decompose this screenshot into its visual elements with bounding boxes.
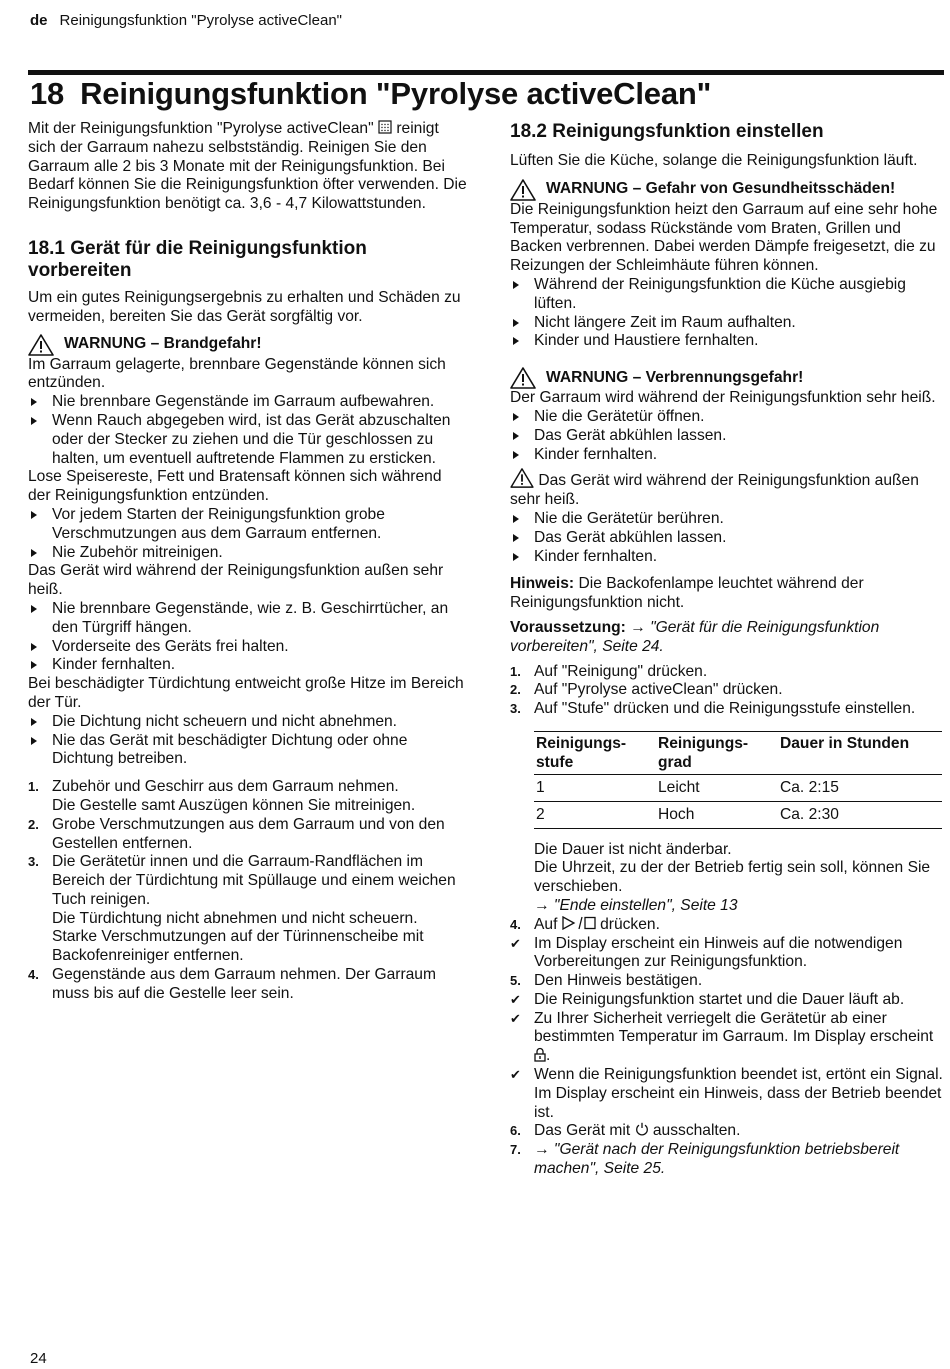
list-item: Kinder fernhalten. (510, 548, 944, 567)
warning-hot-surface-text: Das Gerät wird während der Reinigungsfunktion außen sehr heiß. (510, 472, 919, 509)
table-cell: 2 (534, 801, 656, 828)
warning-triangle-icon (510, 179, 536, 201)
step-number: 7. (510, 1142, 521, 1158)
table-cell: Ca. 2:30 (778, 801, 942, 828)
right-column (510, 120, 944, 1179)
list-item: Kinder und Haustiere fernhalten. (510, 332, 944, 351)
list-item: Nie Zubehör mitreinigen. (28, 544, 468, 563)
step-line: Die Gestelle samt Auszügen können Sie mitreinigen. (52, 796, 416, 814)
step-number: 2. (28, 816, 39, 832)
end-time-link[interactable]: → "Ende einstellen", Seite 13 (534, 896, 738, 914)
header-rule (28, 70, 944, 75)
warning-health-title: WARNUNG – Gefahr von Gesundheitsschäden! (546, 180, 896, 198)
table-cell: Hoch (656, 801, 778, 828)
section-18-2-intro: Lüften Sie die Küche, solange die Reinigungsfunktion läuft. (510, 152, 918, 169)
step-item (510, 681, 944, 700)
step-line: Gegenstände aus dem Garraum nehmen. Der Garraum muss bis auf die Gestelle leer sein. (52, 966, 436, 1002)
step-item (28, 853, 468, 966)
step-text: Auf (534, 915, 558, 933)
step-number: 1. (28, 779, 39, 795)
table-cell: Ca. 2:15 (778, 774, 942, 801)
warning-fire-title: WARNUNG – Brandgefahr! (64, 335, 262, 353)
follow-up-link[interactable]: → "Gerät nach der Reinigungsfunktion betriebsbereit machen", Seite 25. (534, 1141, 900, 1178)
step-text: Auf "Pyrolyse activeClean" drücken. (534, 681, 783, 699)
table-cell: 1 (534, 774, 656, 801)
preparation-steps (28, 778, 468, 1004)
step-text: ausschalten. (652, 1122, 741, 1140)
arrow-right-icon: → (630, 618, 646, 636)
end-time-note: Die Uhrzeit, zu der der Betrieb fertig sein soll, können Sie verschieben. (534, 859, 931, 896)
list-item: Nie die Gerätetür öffnen. (510, 408, 944, 427)
warning-triangle-icon (510, 367, 536, 389)
power-icon (635, 1122, 649, 1136)
warning-health-text: Die Reinigungsfunktion heizt den Garraum auf eine sehr hohe Temperatur, sodass Rückstände vom Braten, Grillen und Backen verbrennen. Dabei werden Dämpfe freigesetzt, die zu Reizungen der Schleimhäute führen können. (510, 200, 938, 275)
step-number: 6. (510, 1123, 521, 1139)
table-row (534, 774, 942, 801)
warning-fire-p2: Lose Speisereste, Fett und Bratensaft können sich während der Reinigungsfunktion entzünden. (28, 468, 442, 505)
list-item: Kinder fernhalten. (510, 446, 944, 465)
lock-icon (534, 1047, 546, 1062)
result-text: Wenn die Reinigungsfunktion beendet ist, ertönt ein Signal. Im Display erscheint ein Hinweis, dass der Betrieb beendet ist. (534, 1066, 943, 1121)
warning-triangle-icon (28, 334, 54, 356)
list-item: Während der Reinigungsfunktion die Küche ausgiebig lüften. (510, 276, 944, 314)
step-text: Das Gerät mit (534, 1122, 631, 1140)
list-item: Wenn Rauch abgegeben wird, ist das Gerät abzuschalten oder der Stecker zu ziehen und die Tür geschlossen zu halten, um eventuell auftretende Flammen zu ersticken. (28, 412, 468, 468)
table-header-row (534, 731, 942, 774)
list-item: Das Gerät abkühlen lassen. (510, 529, 944, 548)
section-18-2-title: 18.2 Reinigungsfunktion einstellen (510, 121, 824, 142)
left-column (28, 120, 468, 1004)
table-notes (510, 841, 944, 916)
table-header: Reinigungs-stufe (534, 731, 656, 774)
step-item (28, 966, 468, 1004)
checkmark-icon: ✔ (510, 1067, 521, 1083)
warning-triangle-icon (510, 468, 534, 488)
list-item: Vorderseite des Geräts frei halten. (28, 638, 468, 657)
section-18-1-title: 18.1 Gerät für die Reinigungsfunktion vorbereiten (28, 237, 367, 281)
list-item: Nie brennbare Gegenstände, wie z. B. Geschirrtücher, an den Türgriff hängen. (28, 600, 468, 638)
step-number: 1. (510, 663, 521, 679)
step-text: Den Hinweis bestätigen. (534, 972, 703, 990)
list-item: Kinder fernhalten. (28, 656, 468, 675)
step-number: 3. (510, 701, 521, 717)
table-cell: Leicht (656, 774, 778, 801)
hint-label: Hinweis: (510, 575, 575, 593)
step-line: Die Türdichtung nicht abnehmen und nicht scheuern. (52, 909, 418, 927)
cleaning-level-table (534, 731, 942, 829)
chapter-title (30, 76, 711, 112)
intro-text-b: reinigt sich der Garraum nahezu selbstständig. Reinigen Sie den Garraum alle 2 bis 3 Monate mit der Reinigungsfunktion. Bei Bedarf können Sie die Reinigungsfunktion öfter verwenden. Die Reinigungsfunktion benötigt ca. 3,6 - 4,7 Kilowattstunden. (28, 120, 467, 213)
step-text: Auf "Stufe" drücken und die Reinigungsstufe einstellen. (534, 700, 916, 718)
checkmark-icon: ✔ (510, 991, 521, 1007)
checkmark-icon: ✔ (510, 1010, 521, 1026)
step-text: Auf "Reinigung" drücken. (534, 662, 708, 680)
step-number: 2. (510, 682, 521, 698)
result-text: Zu Ihrer Sicherheit verriegelt die Gerätetür ab einer bestimmten Temperatur im Garraum. Im Display erscheint (534, 1009, 934, 1046)
warning-burn-heading (510, 367, 944, 389)
warning-fire-p1: Im Garraum gelagerte, brennbare Gegenstände können sich entzünden. (28, 355, 446, 392)
step-item (510, 972, 944, 991)
settings-steps (510, 663, 944, 719)
page-number: 24 (30, 1350, 47, 1367)
chapter-title-text: Reinigungsfunktion "Pyrolyse activeClean" (80, 76, 712, 111)
step-number: 3. (28, 854, 39, 870)
result-item (510, 991, 944, 1010)
warning-burn-title: WARNUNG – Verbrennungsgefahr! (546, 368, 804, 386)
table-header: Dauer in Stunden (778, 731, 942, 774)
step-item (510, 700, 944, 719)
step-item (510, 916, 944, 935)
result-item (510, 935, 944, 973)
intro-paragraph (28, 120, 468, 214)
prerequisite-paragraph (510, 619, 944, 657)
step-text: drücken. (600, 915, 660, 933)
intro-text-a: Mit der Reinigungsfunktion "Pyrolyse activeClean" (28, 120, 374, 137)
header-language: de (30, 12, 48, 29)
warning-health-heading (510, 179, 944, 201)
list-item: Nicht längere Zeit im Raum aufhalten. (510, 314, 944, 333)
hint-paragraph (510, 575, 944, 613)
table-row (534, 801, 942, 828)
checkmark-icon: ✔ (510, 935, 521, 951)
step-item (510, 663, 944, 682)
duration-note: Die Dauer ist nicht änderbar. (534, 840, 732, 858)
prerequisite-label: Voraussetzung: (510, 618, 626, 636)
section-18-1-intro: Um ein gutes Reinigungsergebnis zu erhalten und Schäden zu vermeiden, bereiten Sie das Gerät sorgfältig vor. (28, 288, 461, 325)
step-number: 5. (510, 973, 521, 989)
result-text: Die Reinigungsfunktion startet und die Dauer läuft ab. (534, 990, 905, 1008)
warning-fire-p4: Bei beschädigter Türdichtung entweicht große Hitze im Bereich der Tür. (28, 675, 464, 711)
list-item: Das Gerät abkühlen lassen. (510, 427, 944, 446)
step-number: 4. (28, 967, 39, 983)
step-line: Zubehör und Geschirr aus dem Garraum nehmen. (52, 778, 399, 796)
step-line: Grobe Verschmutzungen aus dem Garraum und von den Gestellen entfernen. (52, 815, 445, 852)
play-stop-icon (562, 916, 596, 930)
result-text: Im Display erscheint ein Hinweis auf die notwendigen Vorbereitungen zur Reinigungsfunktion. (534, 934, 903, 971)
warning-hot-surface (510, 468, 944, 510)
chapter-number: 18 (30, 76, 65, 111)
header-title: Reinigungsfunktion "Pyrolyse activeClean" (59, 12, 342, 29)
list-item: Vor jedem Starten der Reinigungsfunktion grobe Verschmutzungen aus dem Garraum entfernen. (28, 506, 468, 544)
warning-fire-p3: Das Gerät wird während der Reinigungsfunktion außen sehr heiß. (28, 562, 444, 599)
step-line: Die Gerätetür innen und die Garraum-Randflächen im Bereich der Türdichtung mit Spüllauge und einem weichen Tuch reinigen. (52, 853, 456, 908)
step-item (28, 778, 468, 816)
step-number: 4. (510, 916, 521, 932)
oven-symbol-icon (378, 120, 392, 134)
step-item (510, 1122, 944, 1141)
warning-fire-heading (28, 334, 468, 356)
running-header (30, 12, 342, 29)
result-item (510, 1066, 944, 1122)
table-header: Reinigungs-grad (656, 731, 778, 774)
list-item: Nie das Gerät mit beschädigter Dichtung oder ohne Dichtung betreiben. (28, 732, 468, 770)
step-item (28, 816, 468, 854)
list-item: Die Dichtung nicht scheuern und nicht abnehmen. (28, 713, 468, 732)
step-line: Starke Verschmutzungen auf der Türinnenscheibe mit Backofenreiniger entfernen. (52, 928, 424, 965)
list-item: Nie brennbare Gegenstände im Garraum aufbewahren. (28, 393, 468, 412)
result-item: ✔ Zu Ihrer Sicherheit verriegelt die Gerätetür ab einer bestimmten Temperatur im Garraum. Im Display erscheint . (510, 1009, 934, 1065)
warning-burn-text: Der Garraum wird während der Reinigungsfunktion sehr heiß. (510, 389, 936, 407)
prerequisite-link[interactable]: "Gerät für die Reinigungsfunktion vorbereiten", Seite 24. (510, 618, 880, 655)
step-item (510, 1141, 944, 1179)
list-item: Nie die Gerätetür berühren. (510, 510, 944, 529)
hint-text: Die Backofenlampe leuchtet während der Reinigungsfunktion nicht. (510, 575, 864, 612)
